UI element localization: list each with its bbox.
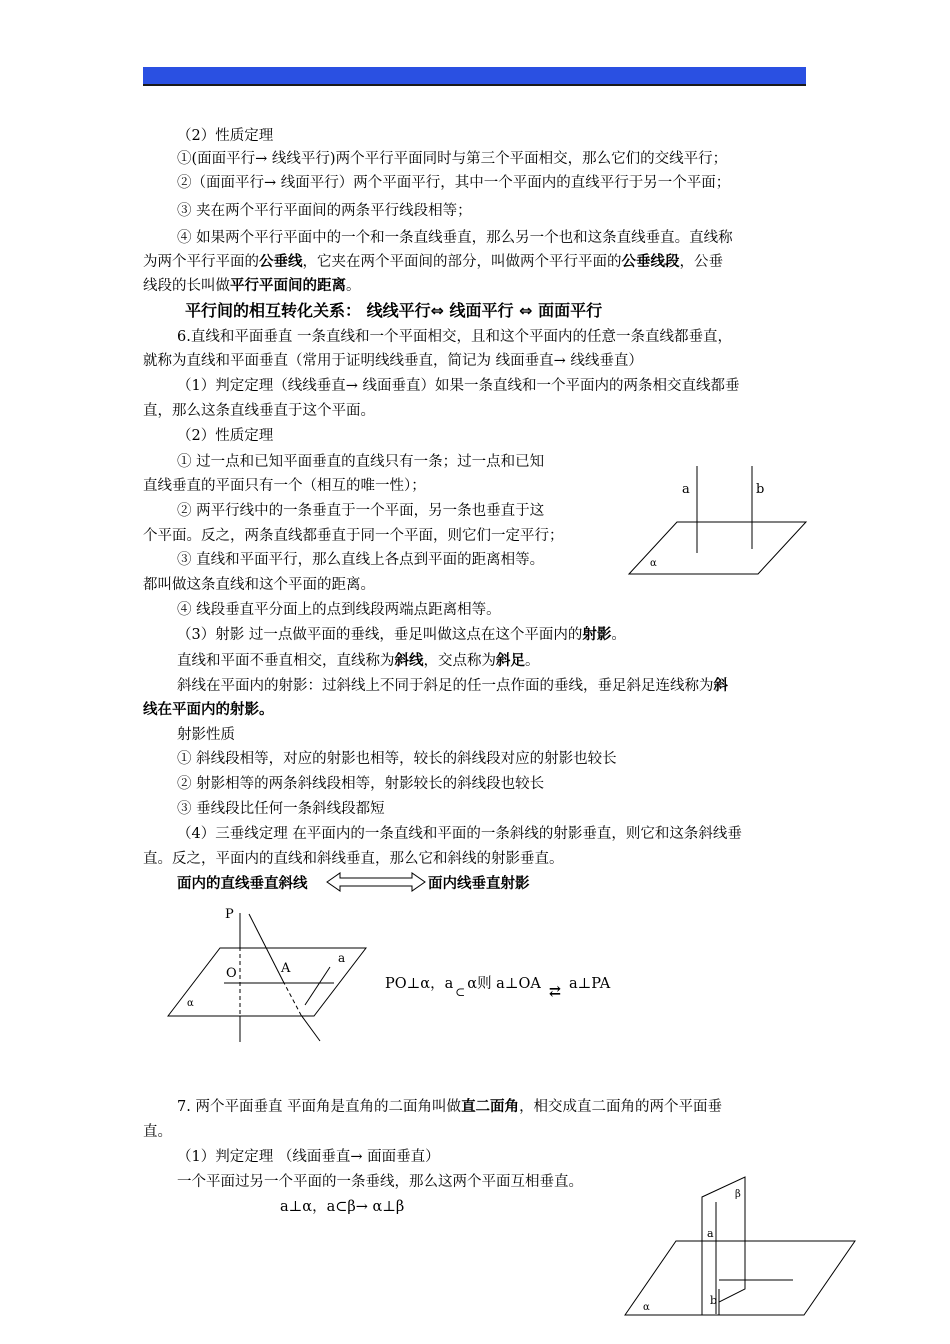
fig3-label-beta: β [735, 1189, 741, 1200]
equivalence-arrows: ⇄ [548, 983, 561, 1000]
text-line: ② 射影相等的两条斜线段相等，射影较长的斜线段也较长 [177, 776, 545, 792]
text-line: （2）性质定理 [177, 128, 274, 144]
formula-plane-perpendicular: a⊥α，a⊂β→ α⊥β [280, 1199, 405, 1215]
text-line: ④ 如果两个平行平面中的一个和一条直线垂直，那么另一个也和这条直线垂直。直线称 [177, 230, 733, 246]
fig2-label-A: A [281, 961, 291, 976]
fig2-label-P: P [225, 907, 234, 922]
double-arrow [327, 873, 425, 891]
section-heading-parallel-relations: 平行间的相互转化关系： 线线平行⇔ 线面平行 ⇔ 面面平行 [185, 301, 603, 320]
text-line: 6.直线和平面垂直 一条直线和一个平面相交，且和这个平面内的任意一条直线都垂直， [177, 329, 732, 345]
text-line: ③ 垂线段比任何一条斜线段都短 [177, 801, 385, 817]
three-perp-formula: PO⊥α，a $_\subset$ α则 a⊥OA ⇄ a⊥PA [385, 976, 611, 1000]
text-line: （2）性质定理 [177, 428, 274, 444]
text-line: 射影性质 [177, 727, 235, 743]
text-line: ③ 直线和平面平行，那么直线上各点到平面的距离相等。 [177, 552, 545, 568]
text-line: 为两个平行平面的公垂线，它夹在两个平面间的部分，叫做两个平行平面的公垂线段，公垂 [143, 253, 723, 270]
text-line: ① 过一点和已知平面垂直的直线只有一条；过一点和已知 [177, 454, 545, 470]
text-line: 直，那么这条直线垂直于这个平面。 [143, 403, 375, 419]
fig1-label-alpha: α [650, 558, 657, 569]
fig3-label-b: b [710, 1294, 718, 1307]
text-line: 直。反之，平面内的直线和斜线垂直，那么它和斜线的射影垂直。 [143, 851, 564, 867]
text-line: （4）三垂线定理 在平面内的一条直线和平面的一条斜线的射影垂直，则它和这条斜线垂 [177, 826, 742, 842]
figure-three-perpendiculars [168, 913, 366, 1042]
text-line: ② 两平行线中的一条垂直于一个平面，另一条也垂直于这 [177, 503, 545, 519]
term-projection-in-plane: 线在平面内的射影。 [143, 701, 274, 718]
term-projection: 射影 [582, 626, 612, 643]
fig2-label-O: O [226, 966, 237, 981]
text-line: ②（面面平行→ 线面平行）两个平面平行，其中一个平面内的直线平行于另一个平面； [177, 175, 731, 191]
text-line: 直线和平面不垂直相交，直线称为斜线，交点称为斜足。 [177, 652, 540, 669]
text-line: 一个平面过另一个平面的一条垂线，那么这两个平面互相垂直。 [177, 1174, 583, 1190]
term-right-dihedral-angle: 直二面角 [461, 1098, 520, 1115]
fig2-label-alpha: α [187, 998, 194, 1009]
text-line: （1）判定定理 （线面垂直→ 面面垂直） [177, 1149, 440, 1165]
text-line: 都叫做这条直线和这个平面的距离。 [143, 577, 375, 593]
fig3-label-alpha: α [643, 1302, 650, 1313]
fig3-label-a: a [707, 1227, 714, 1240]
text-line: （3）射影 过一点做平面的垂线，垂足叫做这点在这个平面内的射影。 [177, 626, 626, 643]
text-line: ① 斜线段相等，对应的射影也相等，较长的斜线段对应的射影也较长 [177, 751, 617, 767]
fig1-label-a: a [682, 482, 690, 497]
text-line: 7. 两个平面垂直 平面角是直角的二面角叫做直二面角，相交成直二面角的两个平面垂 [177, 1098, 723, 1115]
term-oblique-foot: 斜足 [496, 652, 525, 669]
text-line: 个平面。反之，两条直线都垂直于同一个平面，则它们一定平行； [143, 528, 564, 544]
subset-symbol: ⊂ [455, 985, 466, 999]
text-line: ④ 线段垂直平分面上的点到线段两端点距离相等。 [177, 602, 501, 618]
text-line: 斜线在平面内的射影：过斜线上不同于斜足的任一点作面的垂线，垂足斜足连线称为斜 [177, 677, 728, 694]
text-line: 就称为直线和平面垂直（常用于证明线线垂直，简记为 线面垂直→ 线线垂直） [143, 353, 643, 369]
term-common-perpendicular: 公垂线 [259, 253, 303, 270]
fig1-label-b: b [756, 482, 765, 497]
fig2-label-a: a [338, 951, 346, 965]
text-line: （1）判定定理（线线垂直→ 线面垂直）如果一条直线和一个平面内的两条相交直线都垂 [177, 378, 740, 394]
text-line: 直。 [143, 1124, 172, 1140]
term-oblique-line: 斜线 [394, 652, 424, 669]
text-line: 线段的长叫做平行平面间的距离。 [143, 277, 361, 294]
text-line: ③ 夹在两个平行平面间的两条平行线段相等； [177, 203, 472, 219]
text-line: 直线垂直的平面只有一个（相互的唯一性）； [143, 478, 426, 494]
term-plane-distance: 平行平面间的距离 [230, 277, 346, 294]
text-line: ①(面面平行→ 线线平行)两个平行平面同时与第三个平面相交，那么它们的交线平行； [177, 151, 728, 167]
three-perp-left: 面内的直线垂直斜线 [177, 875, 308, 892]
three-perp-right: 面内线垂直射影 [428, 875, 530, 892]
term-common-perpendicular-segment: 公垂线段 [621, 253, 680, 270]
